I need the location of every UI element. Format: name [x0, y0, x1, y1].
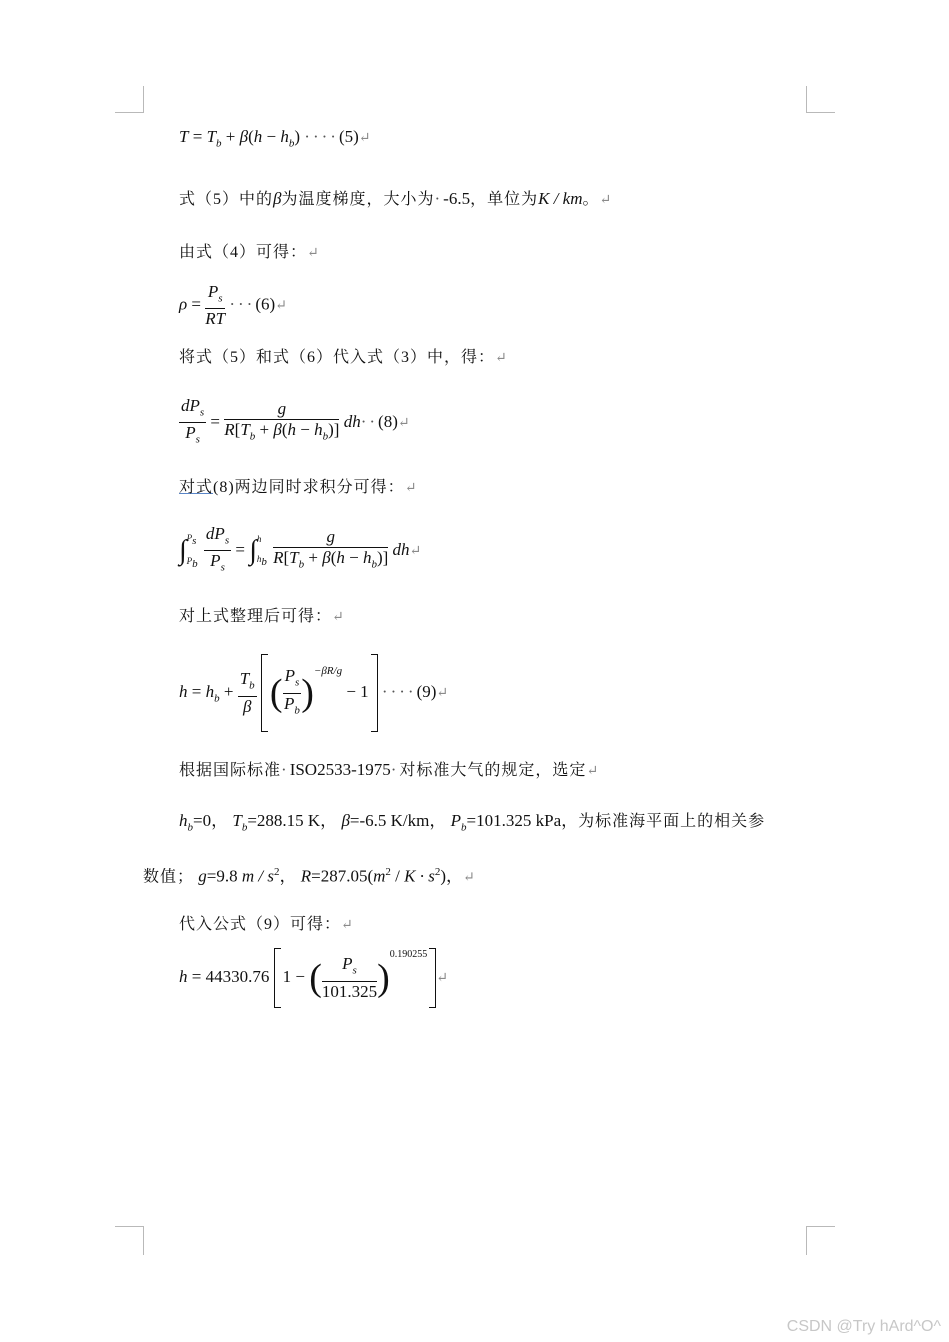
paragraph-integrate: 对式(8)两边同时求积分可得：↵ — [179, 479, 417, 496]
equation-integral: ∫ $P_s$ $P_b$ $\frac{dP_s}{P_s}$ = ∫ h $h_b$ $\frac{g}{R[T_b + \beta(h - h_b)]}$ dh↵ — [179, 524, 422, 574]
equation-8: $\frac{dP_s}{P_s}$ = $\frac{g}{R[T_b + \beta(h - h_b)]}$ dh··(8)↵ — [181, 396, 410, 446]
equation-9: $h = h_b$ + $\frac{T_b}{\beta}$ ( $\frac{P_s}{P_b}$ )$^{-\beta R/g}$ − 1 ····(9)↵ — [179, 654, 448, 732]
equation-5: $T = T_b + \beta(h - h_b)$ ····(5)↵ — [179, 127, 371, 150]
crop-mark-bottom-right — [806, 1226, 835, 1255]
equation-6: ρ = $\frac{P_s}{RT}$ ···(6)↵ — [179, 282, 287, 329]
parameters-line-1: $h_b=0$， $T_b=288.15$ K， β=-6.5 K/km， $P_b=101.325$ kPa，为标准海平面上的相关参 — [179, 811, 766, 834]
crop-mark-bottom-left — [115, 1226, 144, 1255]
crop-mark-top-right — [806, 86, 835, 113]
paragraph-substitute-eq9: 代入公式（9）可得：↵ — [179, 916, 353, 933]
paragraph-rearrange: 对上式整理后可得：↵ — [179, 608, 344, 625]
paragraph-from-eq4: 由式（4）可得：↵ — [179, 244, 319, 261]
equation-final: h = 44330.76 1 − ( $\frac{P_s}{101.325}$ )$^{0.190255}$↵ — [179, 948, 448, 1008]
crop-mark-top-left — [115, 86, 144, 113]
paragraph-substitute: 将式（5）和式（6）代入式（3）中，得：↵ — [179, 349, 507, 366]
paragraph-iso-standard: 根据国际标准·ISO2533-1975·对标准大气的规定，选定↵ — [179, 760, 599, 779]
parameters-line-2: 数值； g=9.8 m / $s^2$， $R=287.05(m^2 / K \cdot s^2)$，↵ — [143, 866, 475, 886]
csdn-watermark: CSDN @Try hArd^O^ — [786, 1318, 941, 1335]
equation-label: (5) — [338, 127, 359, 146]
paragraph-gradient: 式（5）中的β为温度梯度，大小为·-6.5，单位为K / km。↵ — [179, 189, 612, 208]
